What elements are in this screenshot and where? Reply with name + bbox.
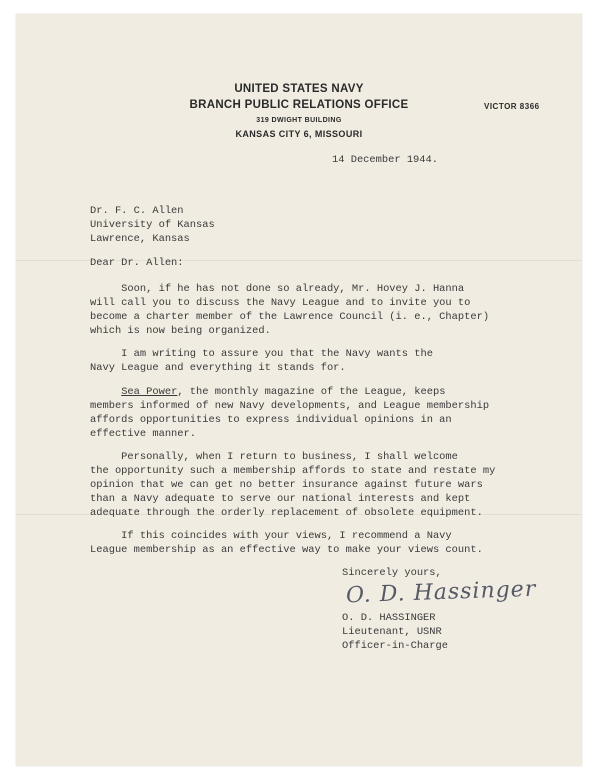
para-3-line-3: affords opportunities to express individual opinions in an (90, 414, 452, 426)
signer-name: O. D. HASSINGER (342, 612, 436, 624)
para-4-line-5: adequate through the orderly replacement of obsolete equipment. (90, 507, 483, 519)
salutation: Dear Dr. Allen: (90, 257, 184, 269)
para-1-line-2: will call you to discuss the Navy League and to invite you to (90, 297, 471, 309)
para-4-line-4: than a Navy adequate to serve our national interests and kept (90, 493, 471, 505)
para-2-line-1: I am writing to assure you that the Navy wants the (90, 348, 433, 360)
para-5-line-2: League membership as an effective way to make your views count. (90, 544, 483, 556)
para-1-line-1: Soon, if he has not done so already, Mr. Hovey J. Hanna (90, 283, 465, 295)
signer-rank: Lieutenant, USNR (342, 626, 442, 638)
para-3-line-1-rest: , the monthly magazine of the League, keeps (177, 386, 446, 398)
letterhead-line-1: UNITED STATES NAVY (234, 83, 364, 95)
letterhead-line-4: KANSAS CITY 6, MISSOURI (235, 129, 363, 139)
para-5-line-1: If this coincides with your views, I recommend a Navy (90, 530, 452, 542)
para-2-line-2: Navy League and everything it stands for. (90, 362, 346, 374)
para-3-line-2: members informed of new Navy developments, and League membership (90, 400, 490, 412)
para-1-line-4: which is now being organized. (90, 325, 271, 337)
letterhead-line-2: BRANCH PUBLIC RELATIONS OFFICE (189, 99, 409, 111)
para-1-line-3: become a charter member of the Lawrence Council (i. e., Chapter) (90, 311, 490, 323)
para-3-line-4: effective manner. (90, 428, 197, 440)
closing: Sincerely yours, (342, 567, 442, 579)
para-3-line-1 (90, 385, 445, 399)
magazine-title: Sea Power (121, 386, 178, 398)
para-4-line-3: opinion that we can get no better insurance against future wars (90, 479, 483, 491)
para-4-line-1: Personally, when I return to business, I shall welcome (90, 451, 458, 463)
letterhead-line-3: 319 DWIGHT BUILDING (256, 117, 342, 124)
letter-page (16, 14, 582, 766)
letterhead-phone: VICTOR 8366 (484, 102, 540, 111)
letter-date: 14 December 1944. (332, 154, 439, 166)
recipient-line-3: Lawrence, Kansas (90, 233, 190, 245)
para-4-line-2: the opportunity such a membership affords to state and restate my (90, 465, 496, 477)
recipient-line-2: University of Kansas (90, 219, 215, 231)
para-3-indent (90, 386, 121, 398)
signature: O. D. Hassinger (345, 576, 537, 609)
signer-title: Officer-in-Charge (342, 640, 449, 652)
recipient-line-1: Dr. F. C. Allen (90, 205, 184, 217)
